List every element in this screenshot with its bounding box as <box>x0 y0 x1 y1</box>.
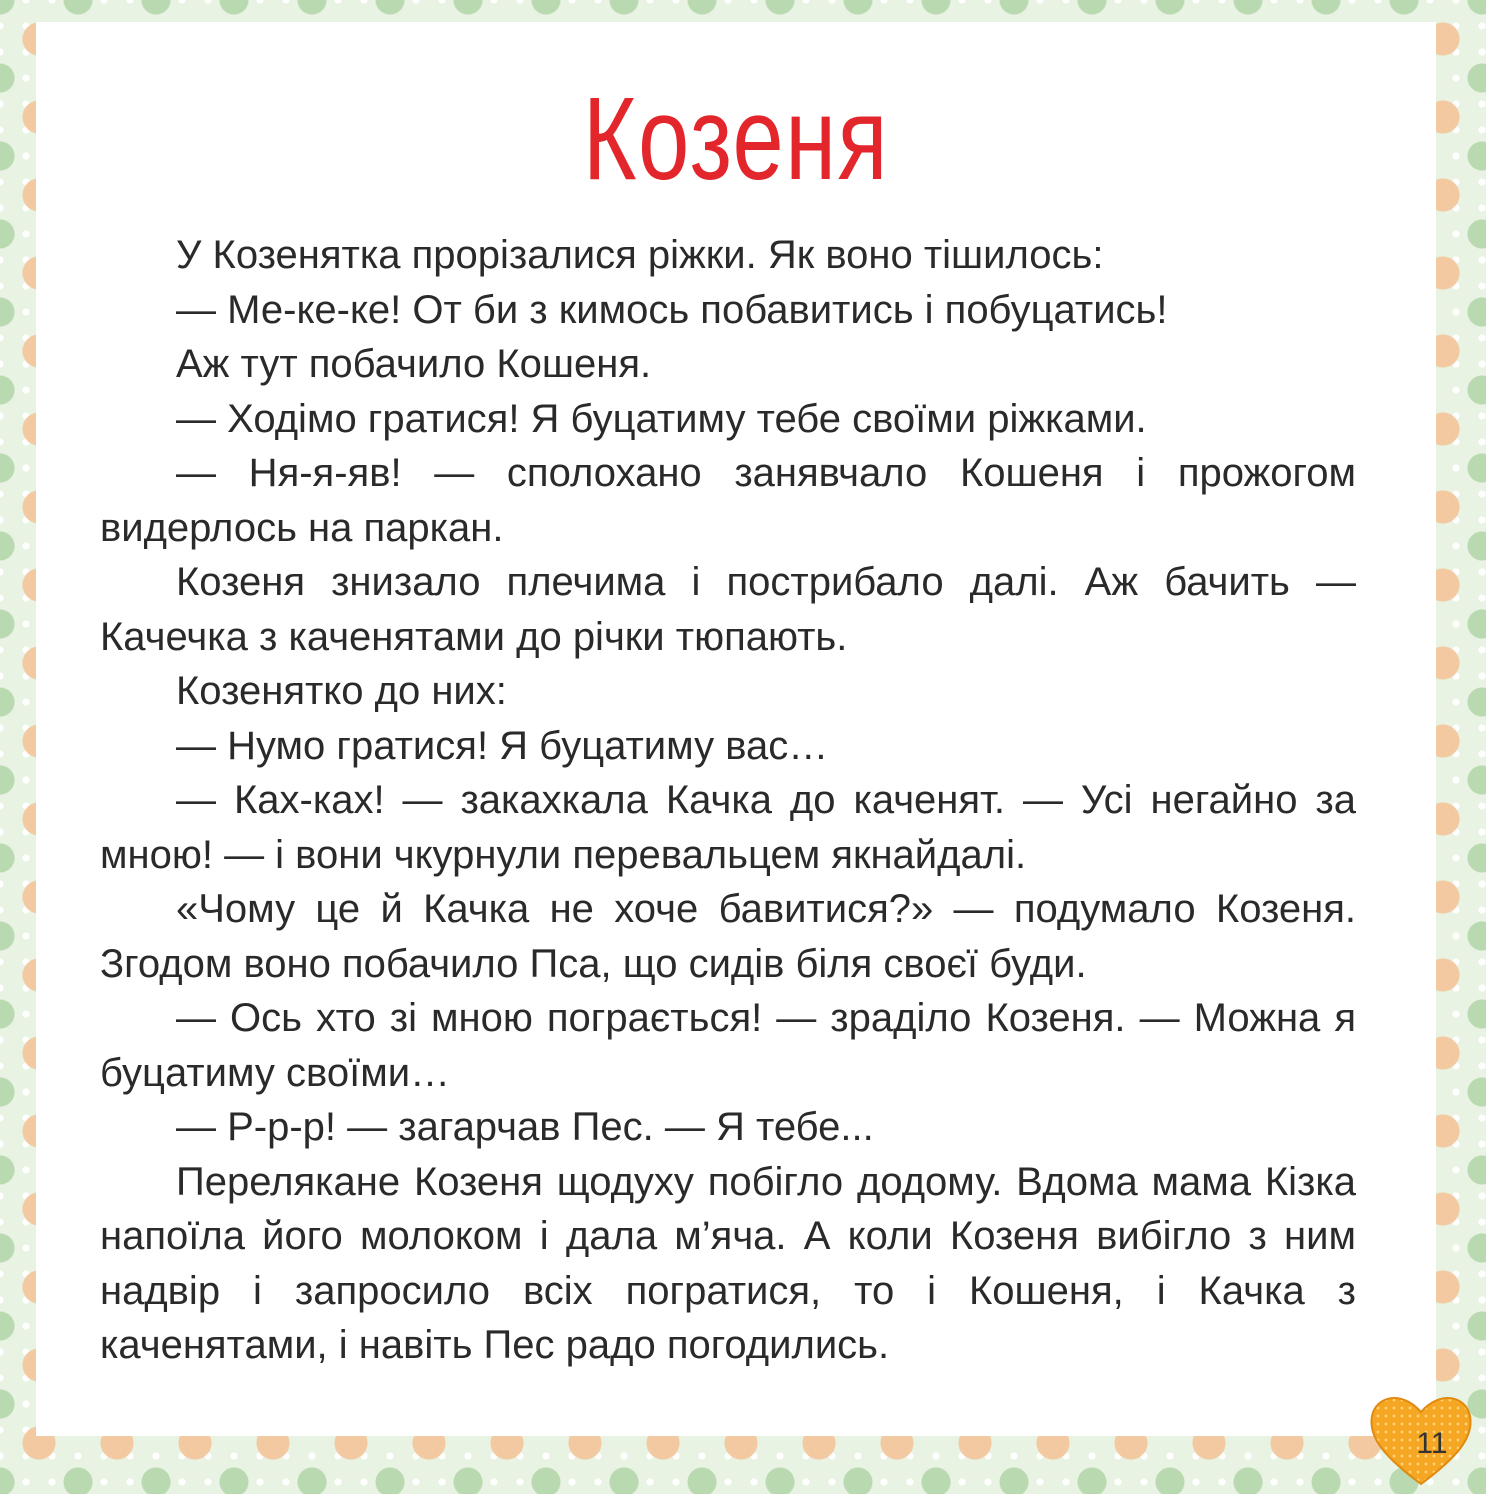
paragraph: — Ня-я-яв! — сполохано занявчало Кошеня і прожогом видерлось на паркан. <box>100 451 1356 550</box>
paragraph: — Нумо гратися! Я буцатиму вас… <box>176 723 829 768</box>
paragraph: — Ось хто зі мною пограється! — зраділо Козеня. — Можна я буцатиму своїми… <box>100 996 1356 1095</box>
paragraph: — Ме-ке-ке! От би з кимось побавитись і побуцатись! <box>176 287 1168 332</box>
paragraph: — Ходімо гратися! Я буцатиму тебе своїми ріжками. <box>176 396 1147 441</box>
paragraph: Перелякане Козеня щодуху побігло додому. Вдома мама Кізка напоїла його молоком і дала м’яча. А коли Козеня вибігло з ним надвір і запросило всіх погратися, то і Кошеня, і Качка з каченятами, і навіть Пес радо погодились. <box>100 1159 1356 1367</box>
page-number: 11 <box>1416 1427 1448 1460</box>
story-text <box>100 228 1356 1373</box>
page-content <box>36 22 1436 1436</box>
paragraph: Аж тут побачило Кошеня. <box>176 342 652 386</box>
story-title: Козеня <box>582 73 890 205</box>
paragraph: Козенятко до них: <box>176 669 507 713</box>
paragraph: У Козенятка прорізалися ріжки. Як воно тішилось: <box>176 233 1104 277</box>
paragraph: — Р-р-р! — загарчав Пес. — Я тебе... <box>176 1105 874 1149</box>
paragraph: — Ках-ках! — закахкала Качка до каченят. — Усі негайно за мною! — і вони чкурнули перевальцем якнайдалі. <box>100 778 1356 877</box>
paragraph: Козеня знизало плечима і пострибало далі. Аж бачить — Качечка з каченятами до річки тюпають. <box>100 560 1356 659</box>
paragraph: «Чому це й Качка не хоче бавитися?» — подумало Козеня. Згодом воно побачило Пса, що сидів біля своєї буди. <box>100 887 1356 986</box>
